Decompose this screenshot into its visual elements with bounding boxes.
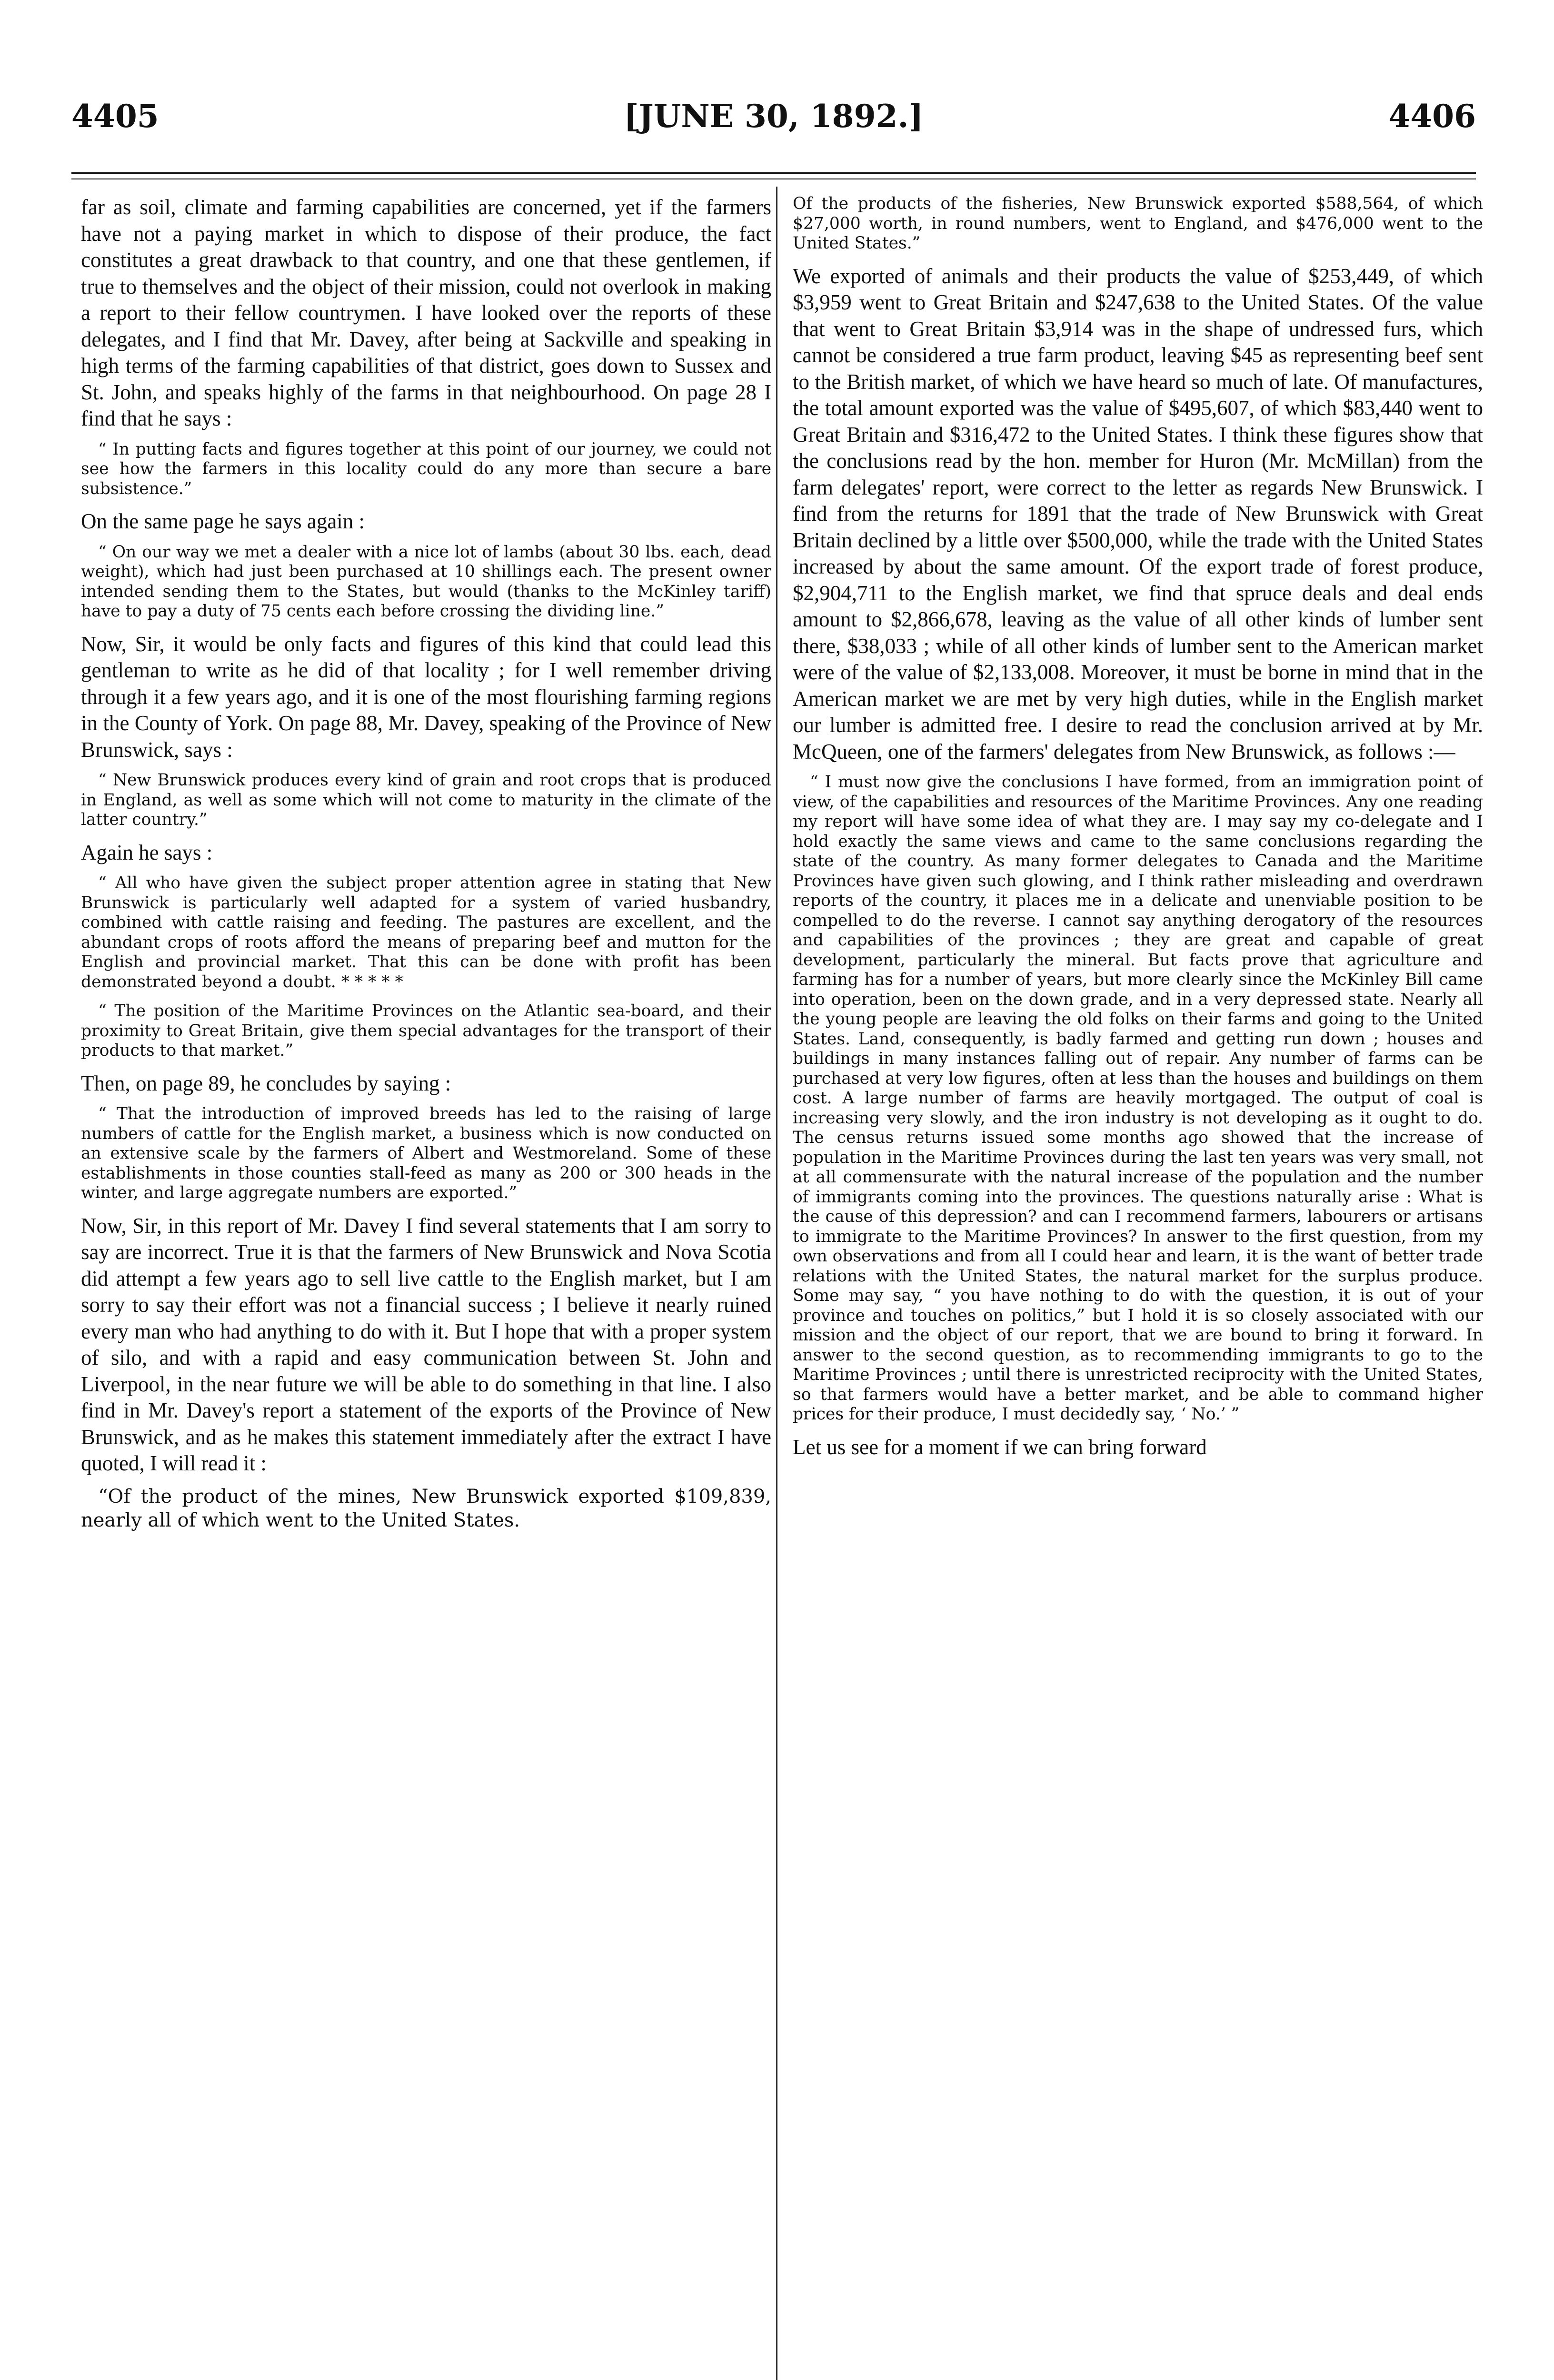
header-rule-thick	[71, 172, 1476, 174]
header-rule-thin	[71, 178, 1476, 179]
quotation: “ I must now give the conclusions I have formed, from an immigration point of view, of the capabilities and resources of the Maritime Provinces. Any one reading my report will have some idea of what they are. I may say my co-delegate and I hold exactly the same views and came to the same conclusions regarding the state of the country. As many former delegates to Canada and the Maritime Provinces have given such glowing, and I think rather misleading and overdrawn reports of the country, it places me in a delicate and unenviable position to be compelled to do the reverse. I cannot say anything derogatory of the resources and capabilities of the provinces ; they are great and capable of great development, particularly the mineral. But facts prove that agriculture and farming has for a number of years, but more clearly since the McKinley Bill came into operation, been on the down grade, and in a very depressed state. Nearly all the young people are leaving the old folks on their farms and going to the United States. Land, consequently, is badly farmed and getting run down ; houses and buildings in many instances falling out of repair. Any number of farms can be purchased at very low figures, often at less than the houses and buildings on them cost. A large number of farms are heavily mortgaged. The output of coal is increasing very slowly, and the iron industry is not developing as it ought to do. The census returns issued some months ago showed that the increase of population in the Maritime Provinces during the last ten years was very small, not at all commensurate with the natural increase of the population and the number of immigrants coming into the provinces. The questions naturally arise : What is the cause of this depression? and can I recommend farmers, labourers or artisans to immigrate to the Maritime Provinces? In answer to the first question, from my own observations and from all I could hear and learn, it is the want of better trade relations with the United States, the natural market for the surplus produce. Some may say, “ you have nothing to do with the question, it is out of your province and touches on politics,” but I hold it is so closely associated with our mission and the object of our report, that we are bound to bring it forward. In answer to the second question, as to recommending immigrants to go to the Maritime Provinces ; until there is unrestricted reciprocity with the United States, so that farmers would have a better market, and be able to command higher prices for their produce, I must decidedly say, ‘ No.’ ”	[793, 773, 1483, 1424]
page-header	[71, 98, 1476, 150]
column-divider	[776, 187, 777, 2380]
quotation: “Of the product of the mines, New Brunswick exported $109,839, nearly all of which went to the United States.	[81, 1485, 771, 1531]
paragraph: Again he says :	[81, 840, 213, 864]
paragraph: Let us see for a moment if we can bring forward	[793, 1435, 1207, 1459]
paragraph: far as soil, climate and farming capabilities are concerned, yet if the farmers have not a paying market in which to dispose of their produce, the fact constitutes a great drawback to that country, and one that these gentlemen, if true to themselves and the object of their mission, could not overlook in making a report to their fellow countrymen. I have looked over the reports of these delegates, and I find that Mr. Davey, after being at Sackville and speaking in high terms of the farming capabilities of that district, goes down to Sussex and St. John, and speaks highly of the farms in that neighbourhood. On page 28 I find that he says :	[81, 195, 771, 430]
quotation: “ In putting facts and figures together at this point of our journey, we could not see how the farmers in this locality could do any more than secure a bare subsistence.”	[81, 439, 771, 498]
quotation: “ That the introduction of improved breeds has led to the raising of large numbers of cattle for the English market, a business which is now conducted on an extensive scale by the farmers of Albert and Westmoreland. Some of these establishments in those counties stall-feed as many as 200 or 300 heads in the winter, and large aggregate numbers are exported.”	[81, 1104, 771, 1202]
right-column	[793, 194, 1483, 2380]
paragraph: Now, Sir, in this report of Mr. Davey I find several statements that I am sorry to say are incorrect. True it is that the farmers of New Brunswick and Nova Scotia did attempt a few years ago to sell live cattle to the English market, but I am sorry to say their effort was not a financial success ; I believe it nearly ruined every man who had anything to do with it. But I hope that with a proper system of silo, and with a rapid and easy communication between St. John and Liverpool, in the near future we will be able to do something in that line. I also find in Mr. Davey's report a statement of the exports of the Province of New Brunswick, and as he makes this statement immediately after the extract I have quoted, I will read it :	[81, 1213, 771, 1475]
quotation: “ The position of the Maritime Provinces on the Atlantic sea-board, and their proximity to Great Britain, give them special advantages for the transport of their products to that market.”	[81, 1002, 771, 1060]
left-column	[81, 194, 771, 2380]
page-number-left: 4405	[71, 98, 159, 135]
page-date: [JUNE 30, 1892.]	[624, 98, 924, 135]
page-number-right: 4406	[1388, 98, 1476, 135]
quotation: “ On our way we met a dealer with a nice lot of lambs (about 30 lbs. each, dead weight), which had just been purchased at 10 shillings each. The present owner intended sending them to the States, but would (thanks to the McKinley tariff) have to pay a duty of 75 cents each before crossing the dividing line.”	[81, 542, 771, 621]
paragraph: Now, Sir, it would be only facts and figures of this kind that could lead this gentleman to write as he did of that locality ; for I well remember driving through it a few years ago, and it is one of the most flourishing farming regions in the County of York. On page 88, Mr. Davey, speaking of the Province of New Brunswick, says :	[81, 632, 771, 762]
paragraph: We exported of animals and their products the value of $253,449, of which $3,959 went to Great Britain and $247,638 to the United States. Of the value that went to Great Britain $3,914 was in the shape of undressed furs, which cannot be considered a true farm product, leaving $45 as representing beef sent to the British market, of which we have heard so much of late. Of manufactures, the total amount exported was the value of $495,607, of which $83,440 went to Great Britain and $316,472 to the United States. I think these figures show that the conclusions read by the hon. member for Huron (Mr. McMillan) from the farm delegates' report, were correct to the letter as regards New Brunswick. I find from the returns for 1891 that the trade of New Brunswick with Great Britain declined by a little over $500,000, while the trade with the United States increased by about the same amount. Of the export trade of forest produce, $2,904,711 to the English market, we find that spruce deals and deal ends amount to $2,866,678, leaving as the value of all other kinds of lumber sent there, $38,033 ; while of all other kinds of lumber sent to the American market were of the value of $2,133,008. Moreover, it must be borne in mind that in the American market we are met by very high duties, while in the English market our lumber is admitted free. I desire to read the conclusion arrived at by Mr. McQueen, one of the farmers' delegates from New Brunswick, as follows :—	[793, 264, 1483, 764]
quotation: “ New Brunswick produces every kind of grain and root crops that is produced in England, as well as some which will not come to maturity in the climate of the latter country.”	[81, 771, 771, 829]
paragraph: On the same page he says again :	[81, 509, 365, 533]
quotation: “ All who have given the subject proper attention agree in stating that New Brunswick is particularly well adapted for a system of varied husbandry, combined with cattle raising and feeding. The pastures are excellent, and the abundant crops of roots afford the means of preparing beef and mutton for the English and provincial market. That this can be done with profit has been demonstrated beyond a doubt. * * * * *	[81, 873, 771, 992]
quotation: Of the products of the fisheries, New Brunswick exported $588,564, of which $27,000 worth, in round numbers, went to England, and $476,000 went to the United States.”	[793, 194, 1483, 253]
paragraph: Then, on page 89, he concludes by saying :	[81, 1071, 451, 1095]
